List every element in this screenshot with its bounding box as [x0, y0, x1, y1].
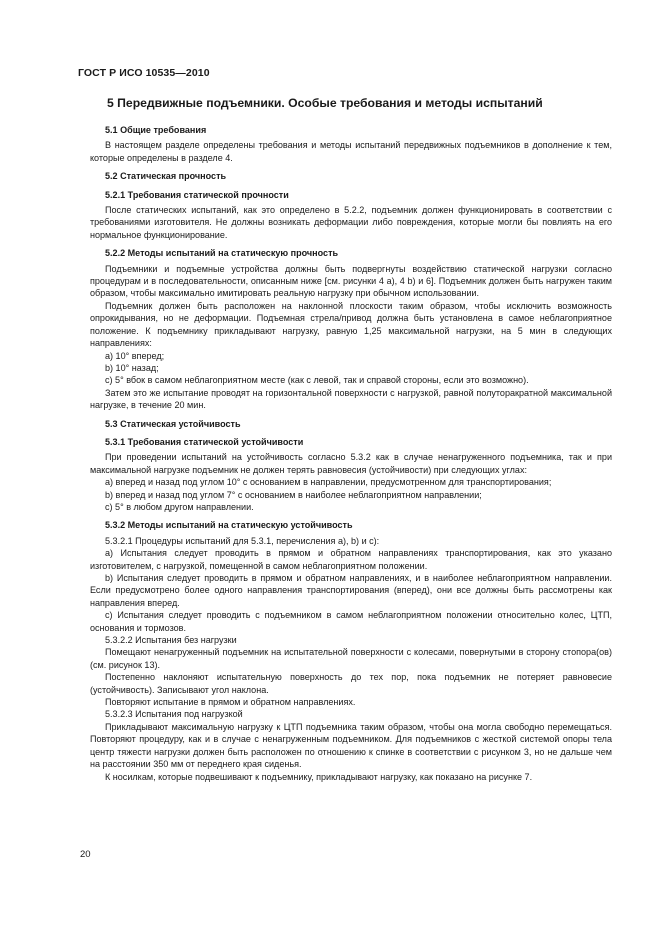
subsection-heading: 5.2.1 Требования статической прочности [105, 189, 289, 200]
paragraph: Постепенно наклоняют испытательную поверхность до тех пор, пока подъемник не потеряет равновесие (устойчивость). Записывают угол наклона. [90, 672, 612, 695]
list-item: b) вперед и назад под углом 7° с основанием в наиболее неблагоприятном направлении; [105, 489, 482, 500]
list-item: a) 10° вперед; [105, 350, 165, 361]
list-item: c) Испытания следует проводить с подъемником в самом неблагоприятном положении относительно колес, ЦТП, основания и тормозов. [90, 610, 612, 633]
list-item: b) 10° назад; [105, 362, 159, 373]
list-item: b) Испытания следует проводить в прямом и обратном направлениях, и в наиболее неблагоприятном направлении. Если предусмотрено более одного направления транспортирования (вперед), они все должны быть рассмотрены как направления вперед. [90, 573, 612, 608]
paragraph: Помещают ненагруженный подъемник на испытательной поверхности с колесами, повернутыми в сторону стопора(ов) (см. рисунок 13). [90, 647, 612, 670]
paragraph: Затем это же испытание проводят на горизонтальной поверхности с нагрузкой, равной полуторакратной максимальной нагрузке, в течение 20 мин. [90, 387, 612, 411]
list-item: c) 5° вбок в самом неблагоприятном месте (как с левой, так и справой стороны, если это возможно). [105, 375, 529, 386]
paragraph: Прикладывают максимальную нагрузку к ЦТП подъемника таким образом, чтобы она могла свободно перемещаться. Повторяют процедуру, как и в случае с ненагруженным подъемником. Для подъемников с жесткой системой опоры тела центр тяжести нагрузки должен быть расположен по отношению к спинке в соответствии с рисунком 3, но не дальше чем на расстоянии 350 мм от переднего края сиденья. [90, 721, 612, 770]
paragraph: В настоящем разделе определены требования и методы испытаний передвижных подъемников в дополнение к тем, которые определены в разделе 4. [90, 140, 612, 163]
running-header: ГОСТ Р ИСО 10535—2010 [78, 67, 210, 79]
paragraph: При проведении испытаний на устойчивость согласно 5.3.2 как в случае ненагруженного подъемника, так и при максимальной нагрузке подъемник не должен терять равновесия (устойчивости) при следующих углах: [90, 452, 612, 475]
subsection-heading: 5.3.2 Методы испытаний на статическую устойчивость [105, 520, 353, 531]
paragraph: После статических испытаний, как это определено в 5.2.2, подъемник должен функционировать в соответствии с требованиями изготовителя. Не должны возникать деформации либо повреждения, которые могли бы повлиять на его нормальное функционирование. [90, 205, 612, 240]
paragraph: 5.3.2.1 Процедуры испытаний для 5.3.1, перечисления a), b) и c): [105, 535, 380, 546]
list-item: a) вперед и назад под углом 10° с основанием в направлении, предусмотренном для транспортирования; [105, 477, 552, 488]
page-number: 20 [80, 849, 91, 860]
section-title: 5 Передвижные подъемники. Особые требования и методы испытаний [107, 96, 543, 110]
paragraph: 5.3.2.2 Испытания без нагрузки [105, 635, 237, 646]
paragraph: Подъемники и подъемные устройства должны быть подвергнуты воздействию статической нагрузки согласно процедурам и в последовательности, описанным ниже [см. рисунки 4 а), 4 b) и 6]. Подъемник должен быть нагружен таким образом, чтобы максимально имитировать реальную нагрузку при обычном использовании. [90, 263, 612, 299]
paragraph: Подъемник должен быть расположен на наклонной плоскости таким образом, чтобы исключить возможность опрокидывания, но не деформации. Подъемная стрела/привод должна быть установлена в самое неблагоприятное положение. К подъемнику прикладывают нагрузку, равную 1,25 максимальной нагрузки, на 5 мин в следующих направлениях: [90, 300, 612, 349]
subsection-heading: 5.2.2 Методы испытаний на статическую прочность [105, 248, 339, 259]
subsection-heading: 5.2 Статическая прочность [105, 171, 227, 182]
subsection-heading: 5.3 Статическая устойчивость [105, 418, 241, 429]
paragraph: 5.3.2.3 Испытания под нагрузкой [105, 709, 243, 720]
subsection-heading: 5.3.1 Требования статической устойчивости [105, 436, 304, 447]
paragraph: Повторяют испытание в прямом и обратном направлениях. [105, 697, 356, 708]
paragraph: К носилкам, которые подвешивают к подъемнику, прикладывают нагрузку, как показано на рисунке 7. [105, 771, 533, 782]
body-text [90, 124, 612, 783]
list-item: c) 5° в любом другом направлении. [105, 501, 254, 512]
subsection-heading: 5.1 Общие требования [105, 125, 207, 135]
list-item: a) Испытания следует проводить в прямом и обратном направлениях транспортирования, как это указано изготовителем, с нагрузкой, помещенной в самом неблагоприятном положении. [90, 548, 612, 571]
